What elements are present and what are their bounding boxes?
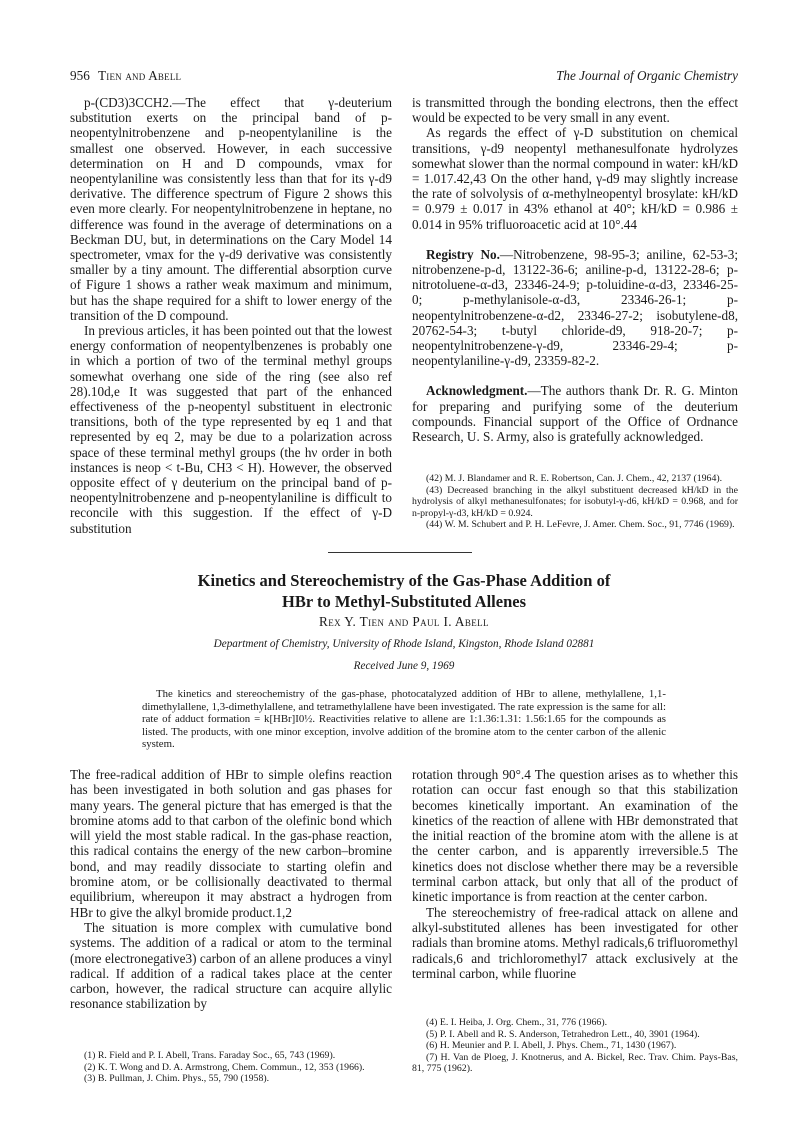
top-right-column <box>412 95 738 444</box>
received-date: Received June 9, 1969 <box>353 660 455 672</box>
paragraph: p-(CD3)3CCH2.—The effect that γ-deuterium substitution exerts on the principal band of p-neopentylnitrobenzene and p-neopentylaniline is the smallest one observed. However, in each successive determination on H and D compounds, νmax for neopentylaniline was consistently less than that for its γ-d9 derivative. The difference spectrum of Figure 2 shows this even more clearly. For neopentylnitrobenzene in heptane, no difference was found in the average of determinations on a Beckman DU, but, in determinations on the Cary Model 14 spectrometer, νmax for the γ-d9 derivative was consistently smaller by a tiny amount. The differential absorption curve of Figure 1 shows a rather weak maximum and minimum, but has the shape required for a shift to lower energy of the transition of the D compound. <box>70 95 392 323</box>
footnote: (42) M. J. Blandamer and R. E. Robertson, Can. J. Chem., 42, 2137 (1964). <box>426 473 723 484</box>
paragraph: The free-radical addition of HBr to simple olefins reaction has been investigated in both solution and gas phases for many years. The general picture that has emerged is that the bromine atoms add to that carbon of the olefinic bond which will yield the most stable radical. In the gas-phase reaction, this radical contains the energy of the new carbon–bromine bond, and may readily dissociate to starting olefin and bromine atom, or be collisionally deactivated to thermal equilibrium, whereupon it may abstract a hydrogen from HBr to give the alkyl bromide product.1,2 <box>70 767 392 920</box>
footnote: (3) B. Pullman, J. Chim. Phys., 55, 790 (1958). <box>84 1073 270 1085</box>
top-left-column <box>70 95 392 536</box>
registry-text: —Nitrobenzene, 98-95-3; aniline, 62-53-3; nitrobenzene-p-d, 13122-36-6; aniline-p-d, 13122-28-6; p-nitrotoluene-α-d3, 23346-24-9; p-toluidine-α-d3, 23346-25-0; p-methylanisole-α-d3, 23346-26-1; p-neopentylnitrobenzene-α-d2, 23346-27-2; isobutylene-d8, 20762-54-3; t-butyl chloride-d9, 918-20-7; p-neopentylnitrobenzene-γ-d9, 23346-29-4; p-neopentylaniline-γ-d9, 23359-82-2. <box>412 246 738 369</box>
article-title-line-1: Kinetics and Stereochemistry of the Gas-Phase Addition of <box>197 571 611 590</box>
article-authors: Rex Y. Tien and Paul I. Abell <box>319 614 489 629</box>
footnote: (2) K. T. Wong and D. A. Armstrong, Chem. Commun., 12, 353 (1966). <box>84 1061 365 1073</box>
footnote: (1) R. Field and P. I. Abell, Trans. Faraday Soc., 65, 743 (1969). <box>84 1050 336 1061</box>
abstract <box>142 688 666 751</box>
footnote: (5) P. I. Abell and R. S. Anderson, Tetrahedron Lett., 40, 3901 (1964). <box>426 1028 700 1040</box>
footnote: (44) W. M. Schubert and P. H. LeFevre, J. Amer. Chem. Soc., 91, 7746 (1969). <box>426 519 735 531</box>
acknowledgment-label: Acknowledgment. <box>426 383 528 399</box>
footnote: (4) E. I. Heiba, J. Org. Chem., 31, 776 (1966). <box>426 1017 608 1028</box>
paragraph: In previous articles, it has been pointed out that the lowest energy conformation of neopentylbenzenes is probably one in which a portion of two of the terminal methyl groups somewhat overhang one side of the ring (see also ref 28).10d,e It was suggested that part of the enhanced effectiveness of the p-neopentyl substituent in electronic transitions, both of the type represented by eq 1 and that represented by eq 2, may be due to a polarization across space of these terminal methyl groups (the hν order in both instances is neop < t-Bu, CH3 < H). However, the observed opposite effect of γ deuterium on the principal band of p-neopentylnitrobenzene and p-neopentylaniline is difficult to reconcile with this suggestion. If the effect of γ-D substitution <box>70 323 392 536</box>
page-number: 956 <box>70 68 90 83</box>
paragraph: rotation through 90°.4 The question arises as to whether this rotation can occur fast enough so that this stabilization becomes kinetically important. An examination of the kinetics of the reaction of allene with HBr demonstrated that the initial reaction of the bromine atom with the allene is at the center carbon, and is apparently irreversible.5 The kinetics does not disclose whether there may be a reversible terminal carbon attack, but only that all of the product of kinetic importance is from reaction at the center carbon. <box>412 767 738 905</box>
article-title-line-2: HBr to Methyl-Substituted Allenes <box>282 592 526 611</box>
article-affiliation: Department of Chemistry, University of Rhode Island, Kingston, Rhode Island 02881 <box>213 638 595 650</box>
footnotes-bottom-left <box>70 1050 392 1085</box>
footnote: (7) H. Van de Ploeg, J. Knotnerus, and A. Bickel, Rec. Trav. Chim. Pays-Bas, 81, 775 (1962). <box>412 1051 738 1075</box>
article-title <box>70 570 738 612</box>
acknowledgment-text: —The authors thank Dr. R. G. Minton for preparing and purifying some of the deuterium compounds. Financial support of the Office of Ordnance Research, U. S. Army, also is gratefully acknowledged. <box>412 383 738 445</box>
paragraph: The situation is more complex with cumulative bond systems. The addition of a radical or atom to the terminal (more electronegative3) carbon of an allene produces a vinyl radical. If addition of a radical takes place at the center carbon, however, the radical structure can acquire allylic resonance stabilization by <box>70 919 392 1012</box>
abstract-text: The kinetics and stereochemistry of the gas-phase, photocatalyzed addition of HBr to allene, methylallene, 1,1-dimethylallene, 1,3-dimethylallene, and tetramethylallene have been investigated. The rate expression is the same for all: rate of adduct formation = k[HBr]I0½. Reactivities relative to allene are 1:1.36:1.31: 1.56:1.65 for the compounds as listed. The products, with one minor exception, involve addition of the bromine atom to the center carbon of the allenic system. <box>142 688 666 751</box>
registry-label: Registry No. <box>426 246 500 262</box>
footnotes-bottom-right <box>412 1017 738 1075</box>
running-header-authors: Tien and Abell <box>98 68 182 83</box>
acknowledgment-paragraph <box>412 383 738 444</box>
section-divider <box>328 552 472 553</box>
paragraph: The stereochemistry of free-radical attack on allene and alkyl-substituted allenes has been investigated for other radials than bromine atoms. Methyl radicals,6 trifluoromethyl radicals,6 and trichloromethyl7 attack exclusively at the terminal carbon, while fluorine <box>412 904 738 981</box>
running-header <box>70 68 738 86</box>
bottom-right-column <box>412 767 738 981</box>
footnotes-top <box>412 473 738 531</box>
journal-name: The Journal of Organic Chemistry <box>556 68 738 83</box>
bottom-left-column <box>70 767 392 1012</box>
footnote: (6) H. Meunier and P. I. Abell, J. Phys. Chem., 71, 1430 (1967). <box>426 1040 677 1052</box>
footnote: (43) Decreased branching in the alkyl substituent decreased kH/kD in the hydrolysis of alkyl methanesulfonates; for isobutyl-γ-d6, kH/kD = 0.968, and for n-propyl-γ-d3, kH/kD = 0.924. <box>412 484 738 519</box>
paragraph: is transmitted through the bonding electrons, then the effect would be expected to be very small in any event. <box>412 95 738 126</box>
registry-paragraph <box>412 247 738 369</box>
paragraph: As regards the effect of γ-D substitution on chemical transitions, γ-d9 neopentyl methanesulfonate hydrolyzes somewhat slower than the normal compound in water: kH/kD = 1.017.42,43 On the other hand, γ-d9 may slightly increase the rate of solvolysis of α-methylneopentyl brosylate: kH/kD = 0.979 ± 0.017 in 43% ethanol at 40°; kH/kD = 0.986 ± 0.014 in 95% trifluoroacetic acid at 10°.44 <box>412 125 738 232</box>
